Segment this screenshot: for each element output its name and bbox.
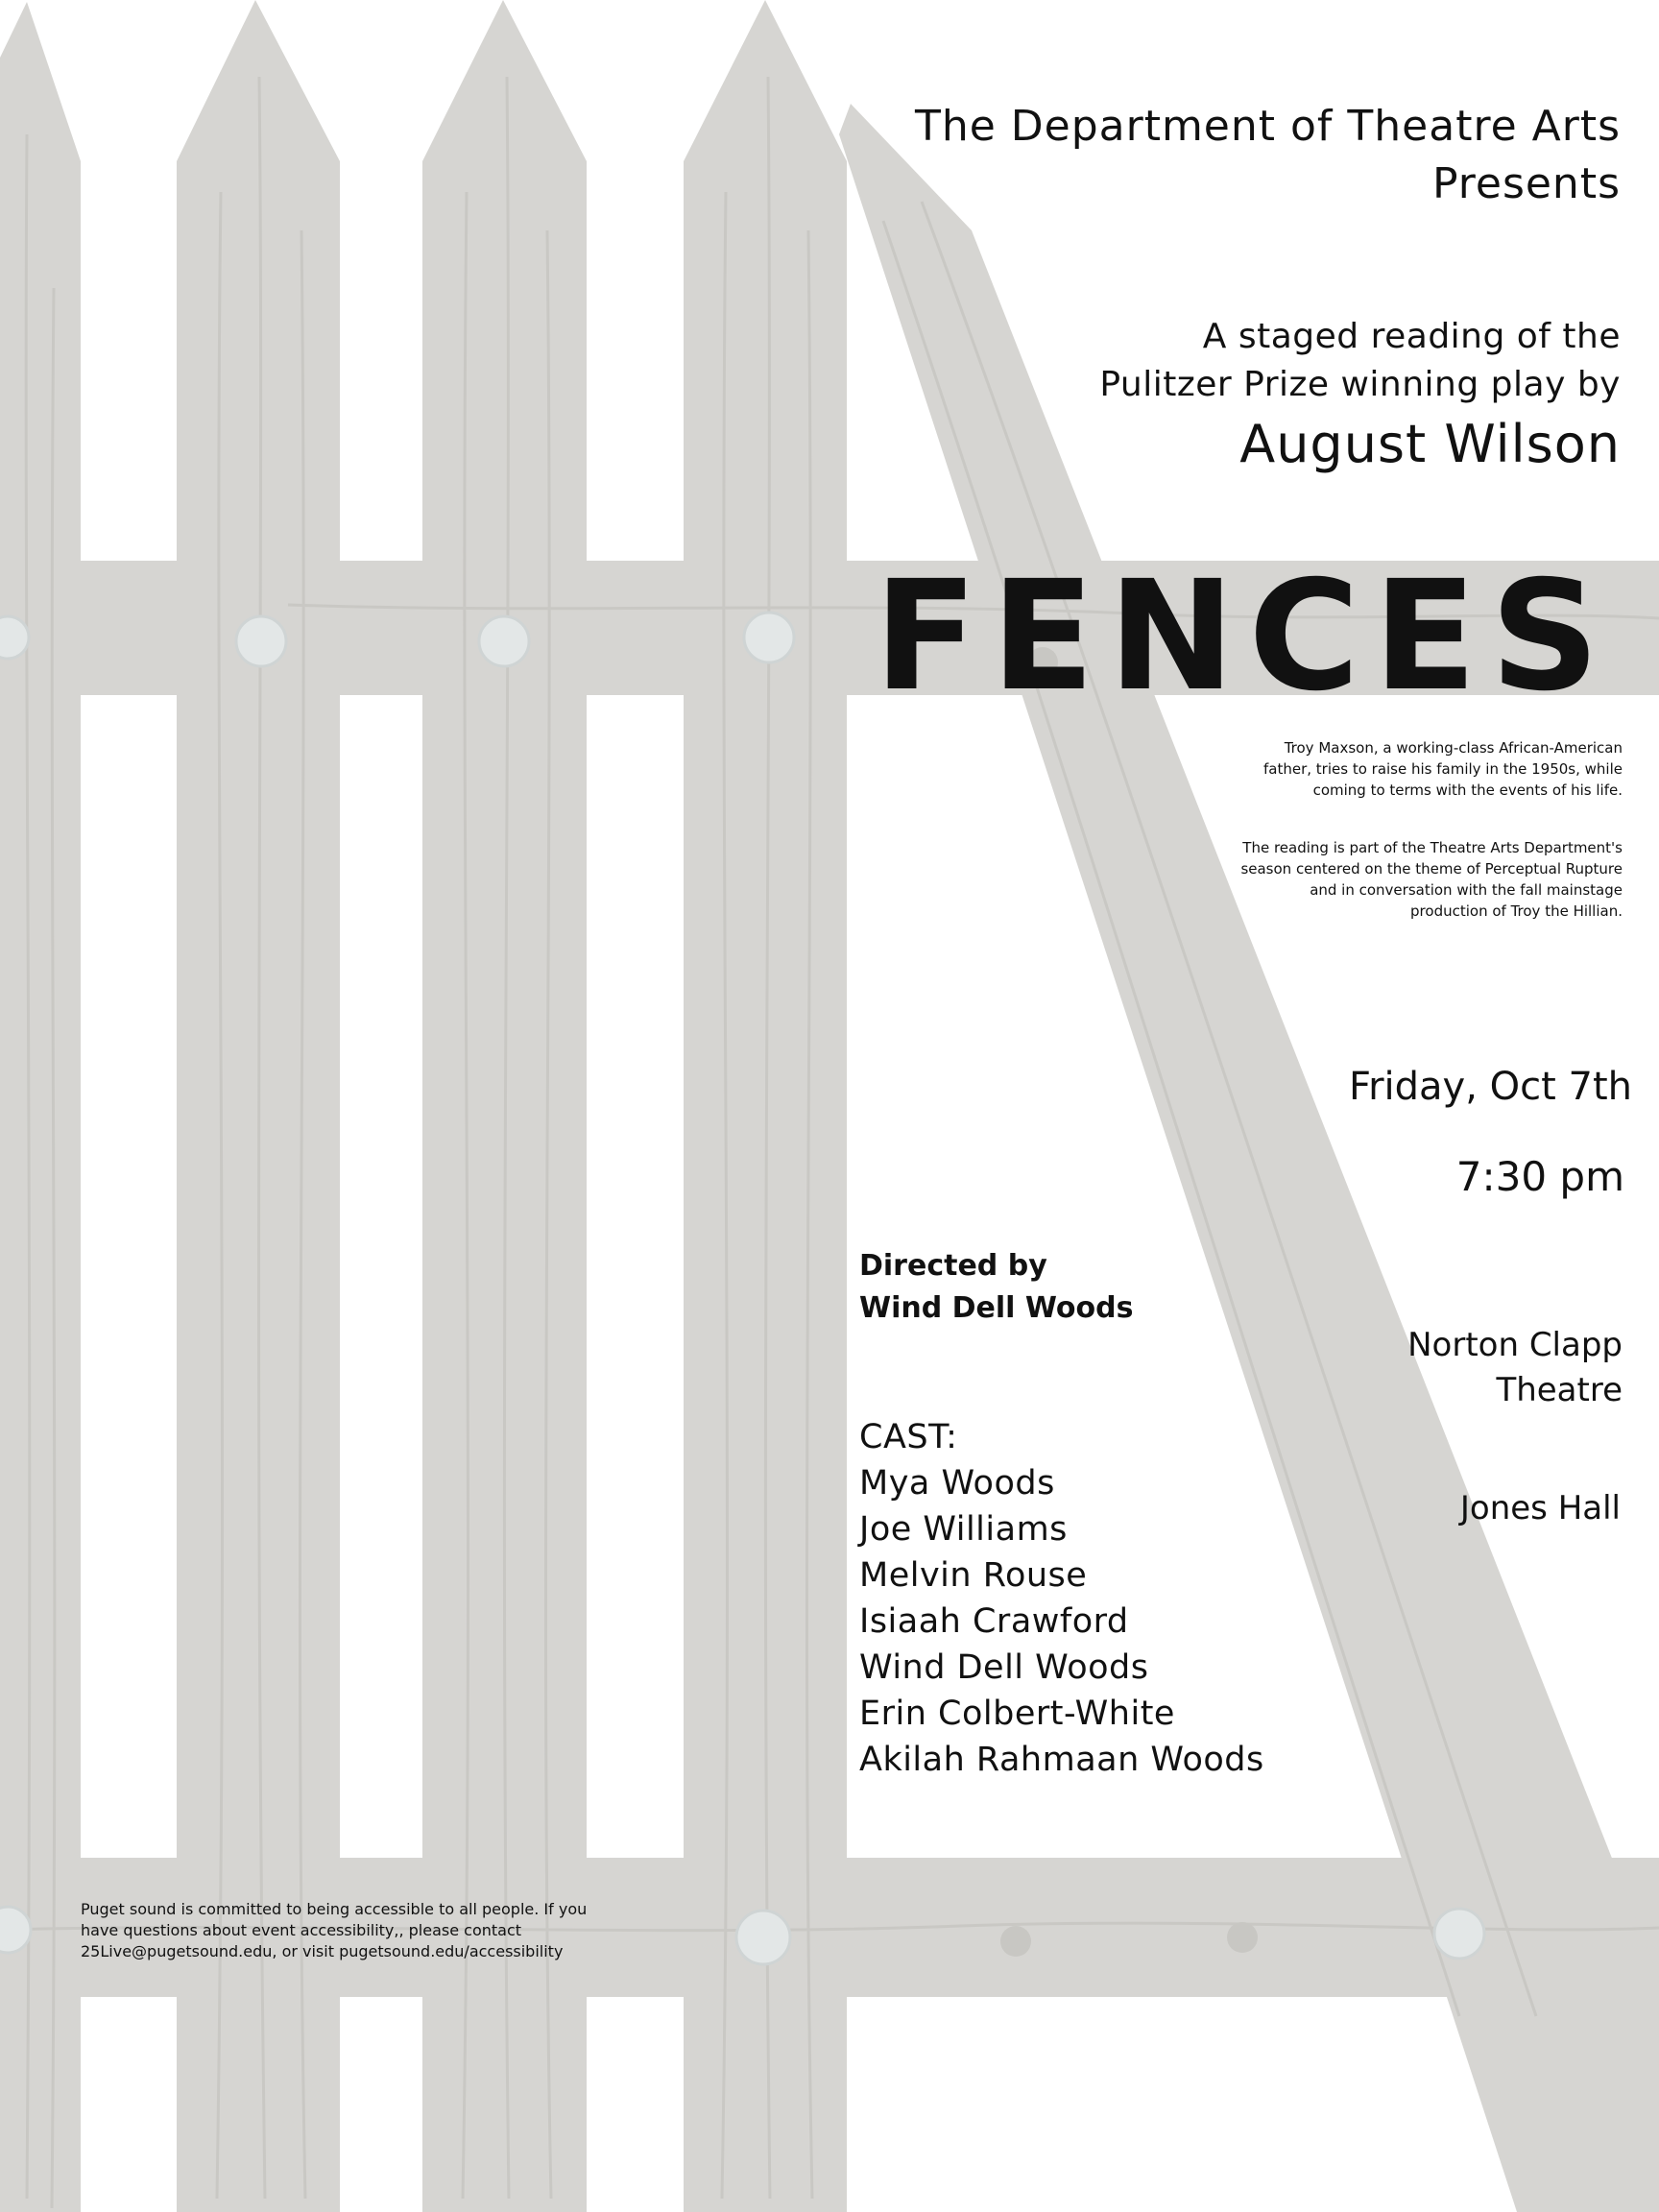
event-building: Jones Hall bbox=[1459, 1489, 1621, 1527]
fence-nail bbox=[1434, 1909, 1484, 1959]
fence-nail bbox=[236, 616, 286, 666]
play-synopsis: Troy Maxson, a working-class African-American father, tries to raise his family in the 1950s, while coming to terms with the events of his life. bbox=[1263, 739, 1623, 799]
director-name: Wind Dell Woods bbox=[859, 1291, 1134, 1325]
cast-member: Wind Dell Woods bbox=[859, 1648, 1149, 1687]
venue-line: Norton Clapp bbox=[1407, 1326, 1623, 1364]
event-venue bbox=[1407, 1323, 1623, 1413]
event-date: Friday, Oct 7th bbox=[1348, 1065, 1632, 1109]
season-note: The reading is part of the Theatre Arts Department's season centered on the theme of Perceptual Rupture and in conversation with the fall mainstage production of Troy the Hillian. bbox=[1240, 839, 1623, 920]
presenter-line: Presents bbox=[1431, 159, 1621, 208]
cast-label: CAST: bbox=[859, 1418, 958, 1456]
cast-member: Melvin Rouse bbox=[859, 1556, 1088, 1595]
playwright-name: August Wilson bbox=[1239, 414, 1621, 474]
fence-nail bbox=[0, 616, 29, 659]
venue-line: Theatre bbox=[1496, 1371, 1623, 1409]
cast-member: Joe Williams bbox=[859, 1510, 1068, 1549]
cast-member: Mya Woods bbox=[859, 1464, 1055, 1503]
cast-member: Erin Colbert-White bbox=[859, 1695, 1175, 1733]
subtitle-line: A staged reading of the bbox=[1202, 317, 1621, 356]
director-label: Directed by bbox=[859, 1249, 1047, 1283]
presenter-credit bbox=[915, 98, 1621, 213]
presenter-line: The Department of Theatre Arts bbox=[914, 102, 1621, 151]
play-title: FENCES bbox=[874, 548, 1613, 725]
cast-member: Akilah Rahmaan Woods bbox=[859, 1741, 1264, 1779]
subtitle-line: Pulitzer Prize winning play by bbox=[1099, 365, 1621, 404]
fence-nail-shadow bbox=[1227, 1922, 1258, 1953]
cast-list bbox=[859, 1414, 1264, 1783]
fence-picket bbox=[0, 2, 81, 2212]
accessibility-statement: Puget sound is committed to being accessible to all people. If you have questions about event accessibility,, please contact 25Live@pugetsound.edu, or visit pugetsound.edu/accessibility bbox=[81, 1900, 588, 1960]
cast-member: Isiaah Crawford bbox=[859, 1602, 1129, 1641]
fence-nail-shadow bbox=[1000, 1926, 1031, 1957]
fence-nail bbox=[479, 616, 529, 666]
reading-subtitle bbox=[1099, 313, 1621, 409]
fence-nail bbox=[744, 613, 794, 662]
fence-nail bbox=[736, 1911, 790, 1964]
event-time: 7:30 pm bbox=[1455, 1153, 1624, 1200]
director-credit bbox=[859, 1245, 1133, 1330]
